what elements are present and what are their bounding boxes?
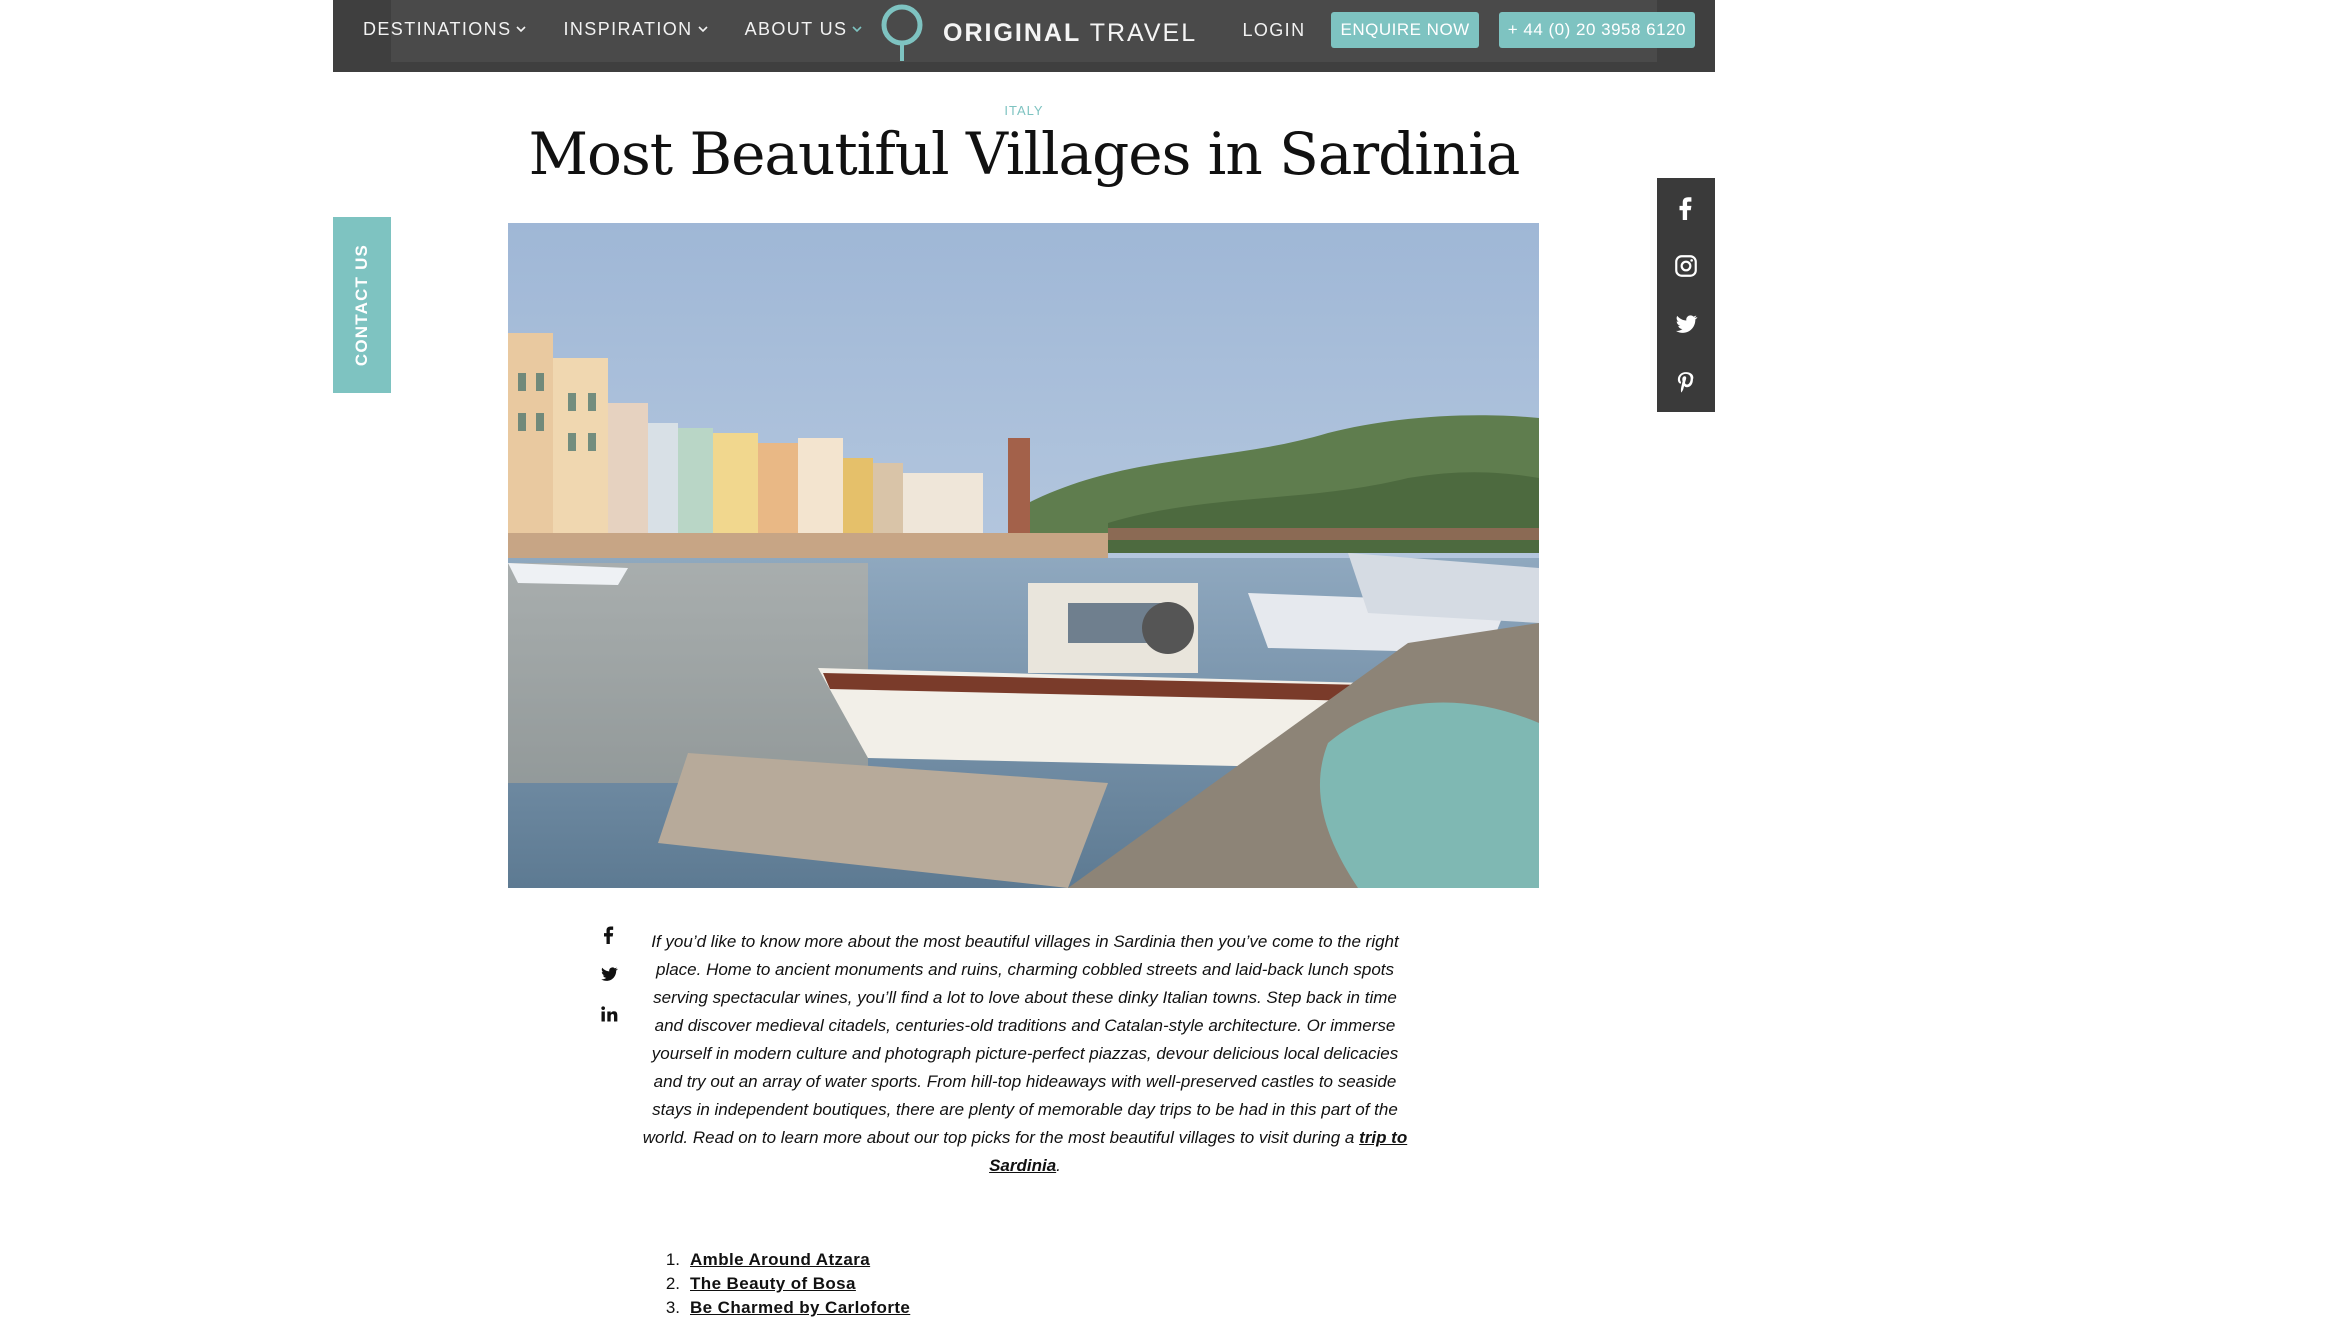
chevron-down-icon [697,23,709,35]
instagram-icon[interactable] [1673,253,1699,279]
intro-text: If you’d like to know more about the most beautiful villages in Sardinia then you’ve come to the right place. Home to ancient monuments and ruins, charming cobbled streets and laid-back lunch spots serving spectacular wines, you’ll find a lot to love about these dinky Italian towns. Step back in time and discover medieval citadels, centuries-old traditions and Catalan-style architecture. Or immerse yourself in modern culture and photograph picture-perfect piazzas, devour delicious local delicacies and try out an array of water sports. From hill-top hideaways with well-preserved castles to seaside stays in independent boutiques, there are plenty of memorable day trips to be had in this part of the world. Read on to learn more about our top picks for the most beautiful villages to visit during a [642,932,1399,1147]
toc-number: 3. [665,1298,680,1317]
toc-number: 2. [665,1274,680,1293]
chevron-down-icon [851,23,863,35]
trip-to-sardinia-link[interactable]: trip to Sardinia [989,1128,1408,1175]
toc-link-atzara[interactable]: Amble Around Atzara [690,1250,871,1269]
harbour-photo [508,223,1539,888]
toc-link-carloforte[interactable]: Be Charmed by Carloforte [690,1298,911,1317]
contact-us-tab[interactable] [333,217,391,393]
toc-number: 1. [665,1250,680,1269]
twitter-icon[interactable] [599,964,619,984]
intro-paragraph [640,928,1410,1180]
site-logo[interactable] [879,4,1197,62]
login-link[interactable]: LOGIN [1242,19,1306,40]
chevron-down-icon [515,23,527,35]
nav-inspiration-label: INSPIRATION [563,18,693,39]
phone-button[interactable]: + 44 (0) 20 3958 6120 [1499,12,1695,48]
enquire-now-button[interactable]: ENQUIRE NOW [1331,12,1478,48]
site-header [333,0,1715,72]
nav-about-us-label: ABOUT US [744,18,848,39]
nav-about-us[interactable] [745,19,864,40]
logo-text [943,19,1197,48]
list-item [664,1248,910,1272]
logo-text-light: TRAVEL [1089,18,1198,47]
nav-destinations-label: DESTINATIONS [363,18,512,39]
contact-us-label: CONTACT US [352,243,371,367]
pinterest-icon[interactable] [1673,370,1699,396]
map-pin-logo-icon [879,3,925,63]
table-of-contents [664,1248,910,1320]
toc-link-bosa[interactable]: The Beauty of Bosa [690,1274,856,1293]
list-item [664,1296,910,1320]
logo-text-bold: ORIGINAL [943,18,1082,47]
list-item [664,1272,910,1296]
social-rail [1657,178,1715,412]
twitter-icon[interactable] [1673,311,1699,337]
page-title: Most Beautiful Villages in Sardinia [528,120,1520,188]
linkedin-icon[interactable] [599,1004,619,1024]
facebook-icon[interactable] [599,924,619,944]
main-nav [363,0,863,58]
article-category[interactable]: ITALY [1004,103,1044,118]
header-actions [1242,12,1695,48]
hero-image [508,223,1539,888]
nav-inspiration[interactable] [563,19,708,40]
article-share [596,924,622,1024]
nav-destinations[interactable] [363,19,527,40]
intro-end: . [1056,1156,1061,1175]
facebook-icon[interactable] [1673,194,1699,220]
